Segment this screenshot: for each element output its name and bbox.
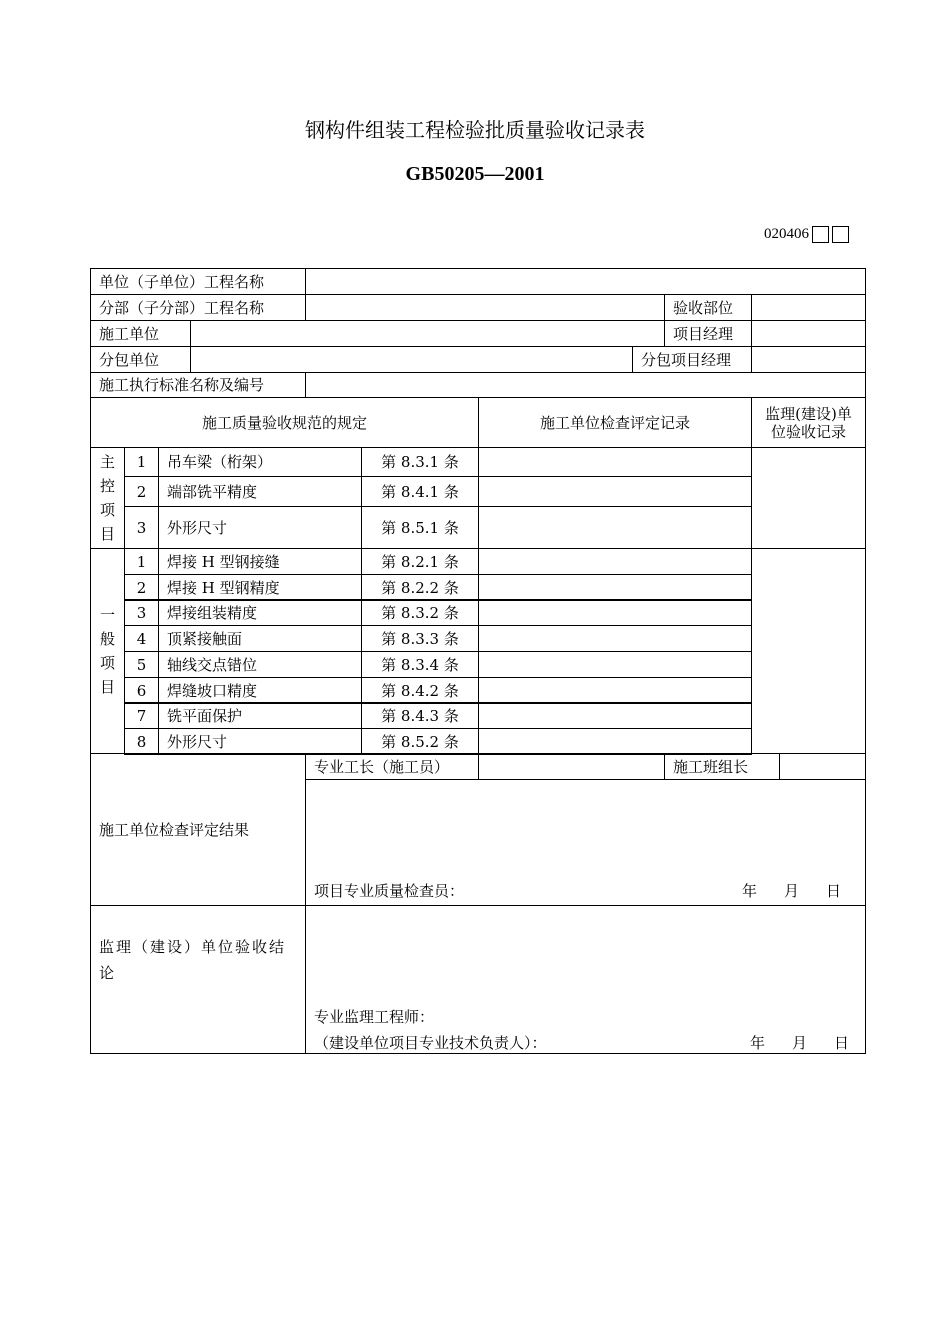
main-item-check-record[interactable] [478,447,752,477]
form-code [764,226,849,243]
label-subcontract-unit: 分包单位 [90,346,191,373]
general-item-no: 7 [124,702,159,729]
label-foreman: 专业工长（施工员） [305,753,479,780]
field-project-manager[interactable] [751,320,866,347]
general-item-name: 焊接 H 型钢精度 [158,574,362,601]
general-supervisor-record[interactable] [751,548,866,754]
general-item-name: 轴线交点错位 [158,651,362,678]
field-team-leader[interactable] [779,753,866,780]
main-item-no: 2 [124,476,159,507]
field-construction-unit[interactable] [190,320,665,347]
general-item-name: 焊缝坡口精度 [158,677,362,704]
label-project-manager: 项目经理 [664,320,752,347]
general-item-no: 6 [124,677,159,704]
general-item-name: 焊接 H 型钢接缝 [158,548,362,575]
code-box-2[interactable] [832,226,849,243]
conclusion-label: 监理（建设）单位验收结论 [90,905,306,1054]
general-item-clause: 第 8.4.2 条 [361,677,479,704]
form-code-number: 020406 [764,226,809,242]
main-item-clause: 第 8.4.1 条 [361,476,479,507]
label-standard-name: 施工执行标准名称及编号 [90,372,306,398]
general-item-check-record[interactable] [478,625,752,652]
code-box-1[interactable] [812,226,829,243]
main-item-check-record[interactable] [478,476,752,507]
conclusion-year: 年 [750,1034,766,1052]
main-item-name: 外形尺寸 [158,506,362,549]
field-accept-part[interactable] [751,294,866,321]
main-items-label: 主 控 项 目 [90,447,125,549]
result-month: 月 [784,882,800,900]
general-item-check-record[interactable] [478,548,752,575]
field-unit-project[interactable] [305,268,866,295]
label-sub-project-manager: 分包项目经理 [632,346,752,373]
engineer-label: 专业监理工程师： [314,1008,435,1026]
col-header-supervisor-record: 监理(建设)单位验收记录 [751,397,866,448]
general-item-no: 1 [124,548,159,575]
main-item-clause: 第 8.3.1 条 [361,447,479,477]
main-item-no: 1 [124,447,159,477]
general-item-check-record[interactable] [478,651,752,678]
general-item-check-record[interactable] [478,599,752,626]
general-item-clause: 第 8.3.4 条 [361,651,479,678]
result-year: 年 [742,882,758,900]
main-item-clause: 第 8.5.1 条 [361,506,479,549]
general-item-no: 3 [124,599,159,626]
general-item-clause: 第 8.4.3 条 [361,702,479,729]
col-header-check-record: 施工单位检查评定记录 [478,397,752,448]
general-item-name: 焊接组装精度 [158,599,362,626]
general-item-no: 5 [124,651,159,678]
general-item-name: 铣平面保护 [158,702,362,729]
main-supervisor-record[interactable] [751,447,866,549]
general-items-label: 一 般 项 目 [90,548,125,754]
conclusion-month: 月 [792,1034,808,1052]
field-sub-project-manager[interactable] [751,346,866,373]
general-item-clause: 第 8.2.2 条 [361,574,479,601]
label-construction-unit: 施工单位 [90,320,191,347]
label-sub-project: 分部（子分部）工程名称 [90,294,306,321]
inspector-label: 项目专业质量检查员： [314,882,465,900]
general-item-check-record[interactable] [478,677,752,704]
label-unit-project: 单位（子单位）工程名称 [90,268,306,295]
result-content[interactable] [305,779,866,906]
general-item-clause: 第 8.3.2 条 [361,599,479,626]
general-item-no: 4 [124,625,159,652]
general-item-name: 外形尺寸 [158,728,362,755]
general-item-no: 2 [124,574,159,601]
main-item-name: 端部铣平精度 [158,476,362,507]
label-team-leader: 施工班组长 [664,753,780,780]
field-foreman[interactable] [478,753,665,780]
main-item-name: 吊车梁（桁架） [158,447,362,477]
conclusion-day: 日 [834,1034,850,1052]
general-item-clause: 第 8.3.3 条 [361,625,479,652]
label-accept-part: 验收部位 [664,294,752,321]
conclusion-content[interactable] [305,905,866,1054]
general-item-clause: 第 8.2.1 条 [361,548,479,575]
general-item-name: 顶紧接触面 [158,625,362,652]
general-item-check-record[interactable] [478,702,752,729]
result-day: 日 [826,882,842,900]
main-item-no: 3 [124,506,159,549]
general-item-check-record[interactable] [478,574,752,601]
general-item-clause: 第 8.5.2 条 [361,728,479,755]
page-title: 钢构件组装工程检验批质量验收记录表 [305,118,645,142]
owner-label: （建设单位项目专业技术负责人）： [314,1034,547,1052]
general-item-no: 8 [124,728,159,755]
field-subcontract-unit[interactable] [190,346,633,373]
field-sub-project[interactable] [305,294,665,321]
result-label: 施工单位检查评定结果 [90,753,306,906]
main-item-check-record[interactable] [478,506,752,549]
col-header-spec: 施工质量验收规范的规定 [90,397,479,448]
general-item-check-record[interactable] [478,728,752,755]
field-standard-name[interactable] [305,372,866,398]
standard-code: GB50205—2001 [405,163,545,185]
